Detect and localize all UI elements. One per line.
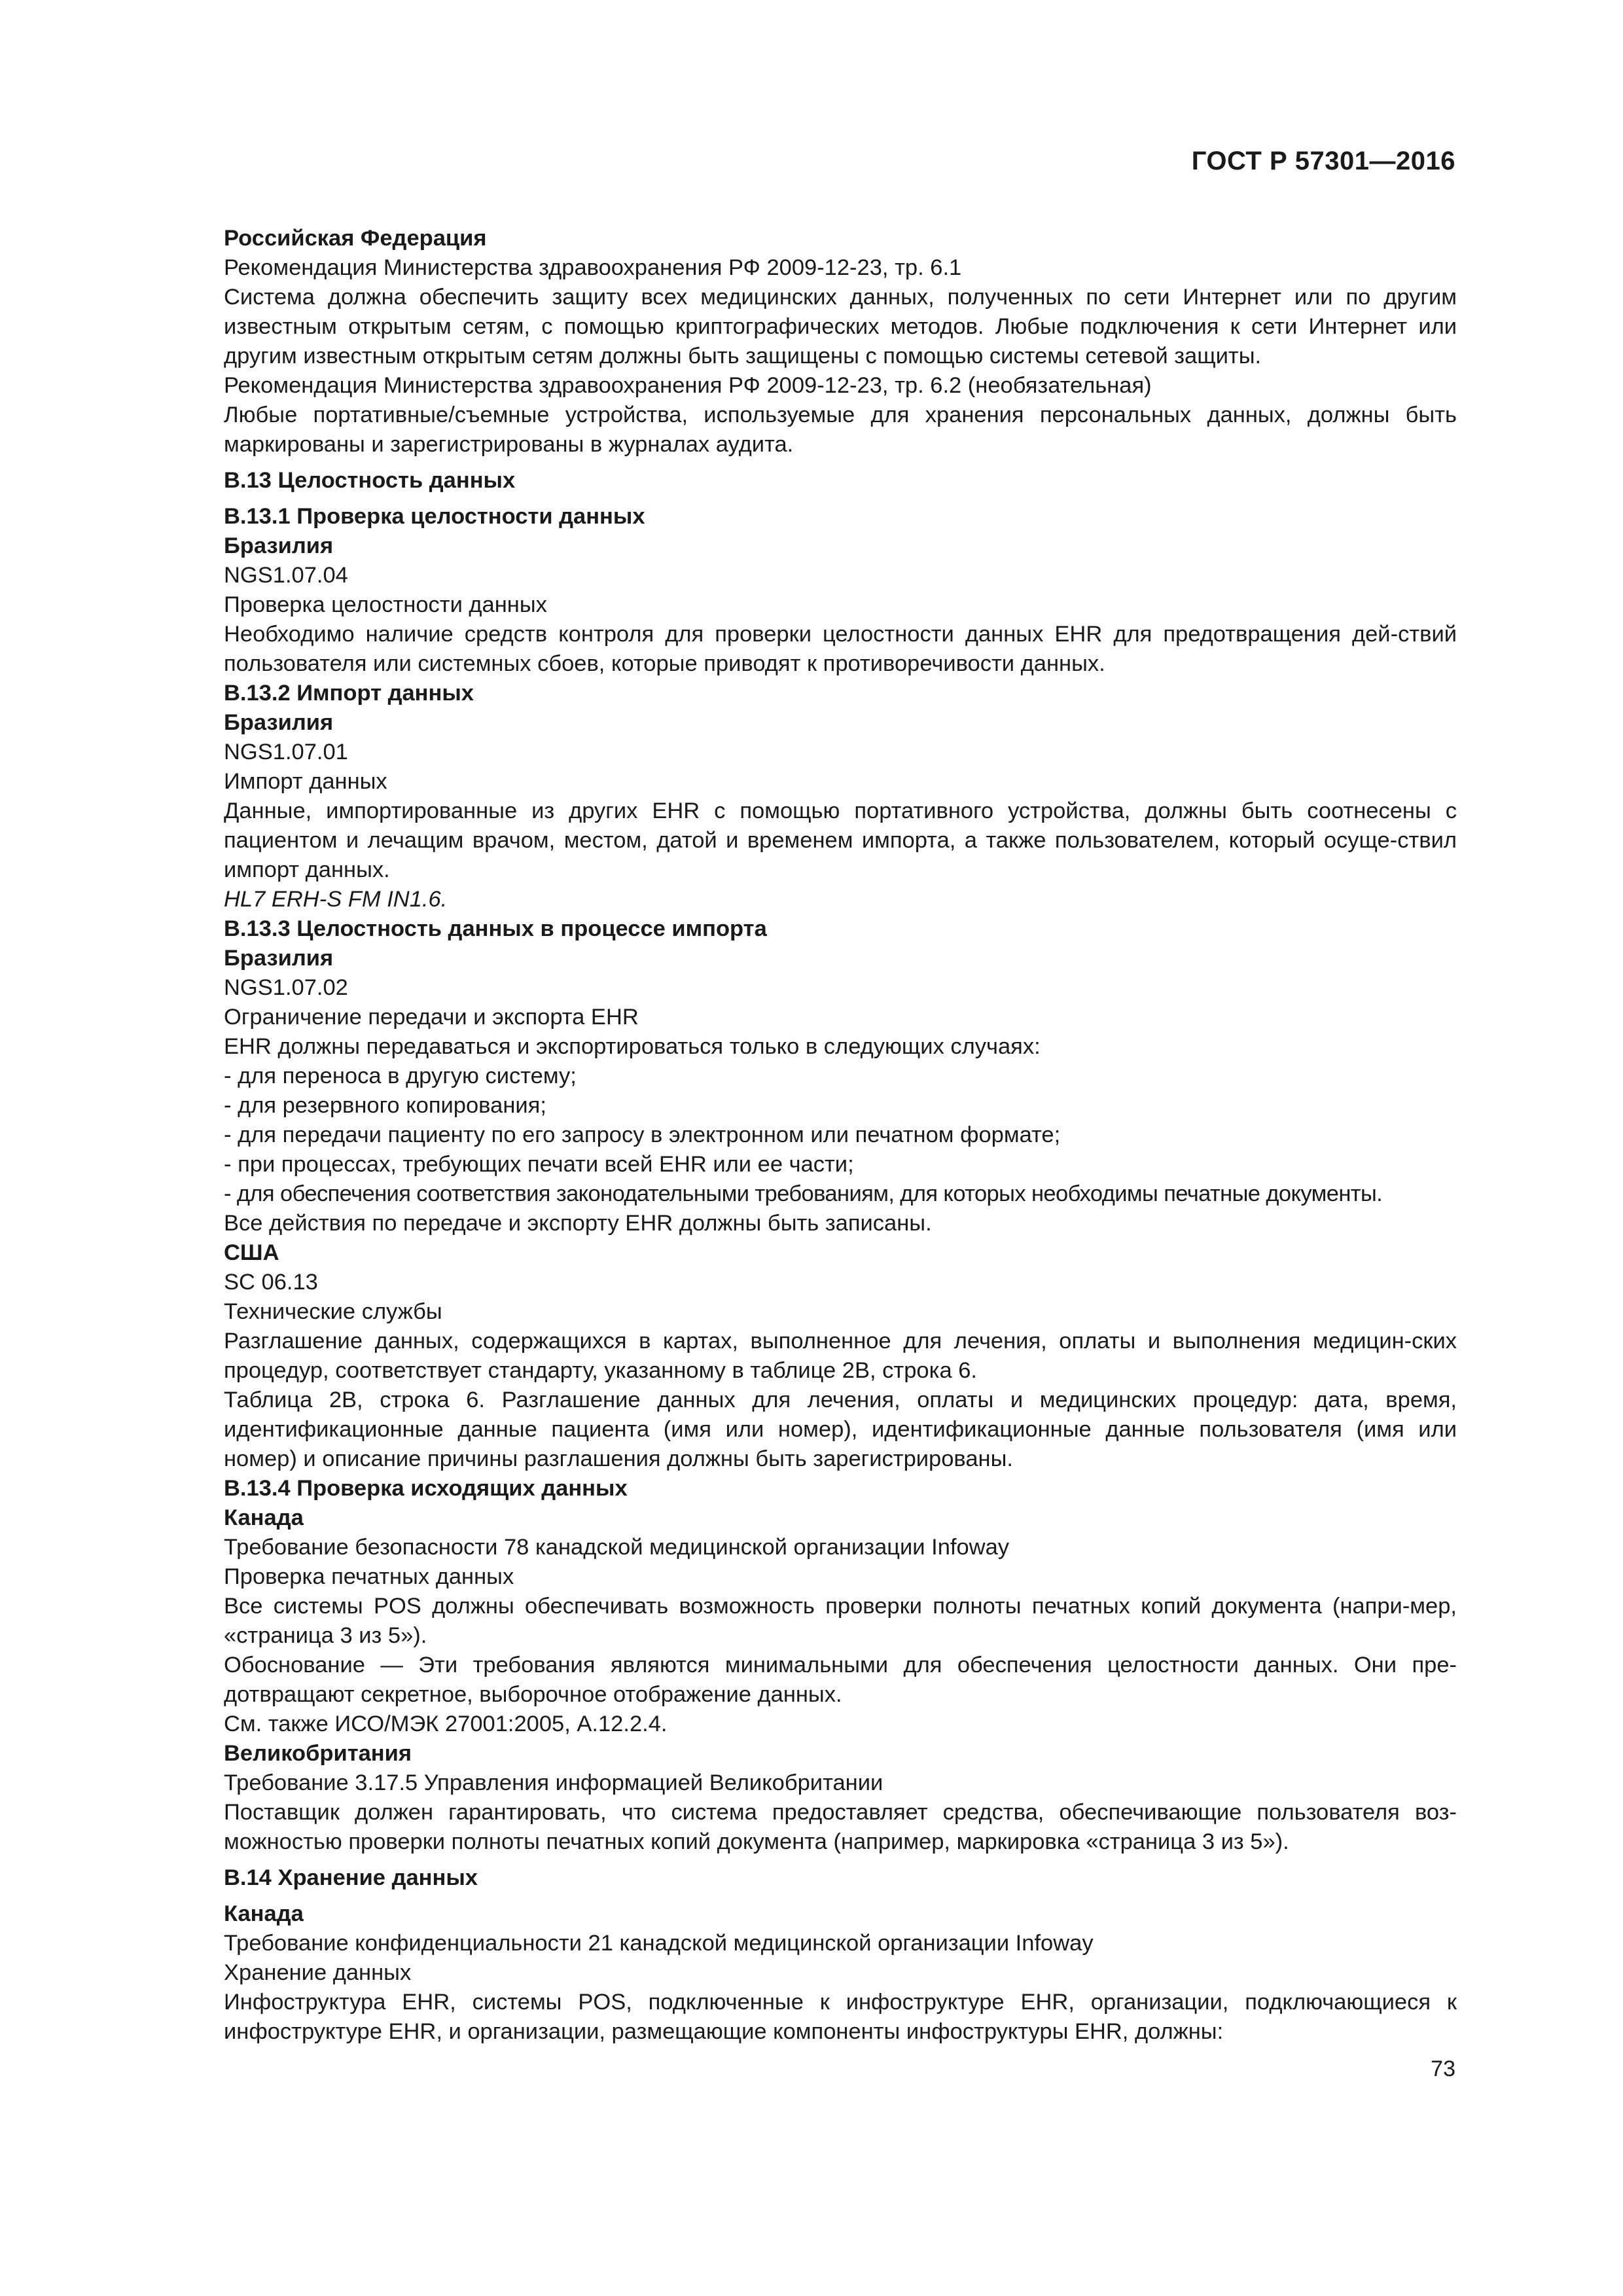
paragraph: NGS1.07.02 [224, 975, 348, 1000]
paragraph: Хранение данных [224, 1960, 412, 1985]
list-item: - при процессах, требующих печати всей EHR или ее части; [224, 1152, 854, 1177]
paragraph: EHR должны передаваться и экспортироваться только в следующих случаях: [224, 1034, 1041, 1059]
paragraph: См. также ИСО/МЭК 27001:2005, А.12.2.4. [224, 1712, 668, 1736]
heading: Бразилия [224, 533, 334, 558]
paragraph: Рекомендация Министерства здравоохранения РФ 2009-12-23, тр. 6.1 [224, 255, 962, 280]
paragraph: Требование 3.17.5 Управления информацией Великобритании [224, 1770, 883, 1795]
paragraph: NGS1.07.04 [224, 563, 348, 588]
section-heading: Канада [224, 1901, 304, 1926]
list-item: - для передачи пациенту по его запросу в электронном или печатном формате; [224, 1122, 1061, 1147]
paragraph: Необходимо наличие средств контроля для проверки целостности данных EHR для предотвращения дей-ствий пользователя или системных сбоев, которые приводят к противоречивости данных. [224, 622, 1457, 676]
paragraph: Система должна обеспечить защиту всех медицинских данных, полученных по сети Интернет или по другим известным открытым сетям, с помощью криптографических методов. Любые подключения к сети Интернет или другим известным открытым сетям должны быть защищены с помощью системы сетевой защиты. [224, 285, 1457, 368]
paragraph: Технические службы [224, 1299, 442, 1324]
section-heading: В.14 Хранение данных [224, 1865, 478, 1890]
heading: В.13.4 Проверка исходящих данных [224, 1476, 628, 1501]
paragraph: Разглашение данных, содержащихся в картах, выполненное для лечения, оплаты и выполнения медицин-ских процедур, соответствует стандарту, указанному в таблице 2В, строка 6. [224, 1329, 1457, 1383]
italic-reference: HL7 ERH-S FM IN1.6. [224, 887, 448, 912]
heading: В.13.2 Импорт данных [224, 681, 474, 706]
page-number: 73 [1431, 2056, 1455, 2081]
paragraph: Инфоструктура EHR, системы POS, подключенные к инфоструктуре EHR, организации, подключающиеся к инфоструктуре EHR, и организации, размещающие компоненты инфоструктуры EHR, должны: [224, 1990, 1457, 2044]
paragraph: Любые портативные/съемные устройства, используемые для хранения персональных данных, должны быть маркированы и зарегистрированы в журналах аудита. [224, 403, 1457, 457]
paragraph: Требование безопасности 78 канадской медицинской организации Infoway [224, 1535, 1010, 1560]
paragraph: Обоснование — Эти требования являются минимальными для обеспечения целостности данных. Они пре-дотвращают секретное, выборочное отображение данных. [224, 1653, 1457, 1707]
paragraph: Требование конфиденциальности 21 канадской медицинской организации Infoway [224, 1931, 1094, 1956]
section-heading: В.13.1 Проверка целостности данных [224, 504, 645, 529]
paragraph: Ограничение передачи и экспорта EHR [224, 1005, 639, 1030]
list-item: - для обеспечения соответствия законодательными требованиям, для которых необходимы печатные документы. [224, 1181, 1383, 1206]
paragraph: Данные, импортированные из других EHR с помощью портативного устройства, должны быть соотнесены с пациентом и лечащим врачом, местом, датой и временем импорта, а также пользователем, который осуще-ствил импорт данных. [224, 798, 1457, 882]
document-body [224, 224, 1457, 2047]
heading: Российская Федерация [224, 226, 487, 251]
paragraph: Проверка целостности данных [224, 592, 547, 617]
heading: США [224, 1240, 279, 1265]
paragraph: Таблица 2В, строка 6. Разглашение данных для лечения, оплаты и медицинских процедур: дата, время, идентификационные данные пациента (имя или номер), идентификационные данные пользователя (имя или номер) и описание причины разглашения должны быть зарегистрированы. [224, 1388, 1457, 1471]
paragraph: Все системы POS должны обеспечивать возможность проверки полноты печатных копий документа (напри-мер, «страница 3 из 5»). [224, 1594, 1457, 1648]
list-item: - для переноса в другую систему; [224, 1064, 577, 1088]
heading: В.13.3 Целостность данных в процессе импорта [224, 916, 767, 941]
paragraph: SC 06.13 [224, 1270, 318, 1295]
section-heading: В.13 Целостность данных [224, 468, 516, 493]
paragraph: Рекомендация Министерства здравоохранения РФ 2009-12-23, тр. 6.2 (необязательная) [224, 373, 1152, 398]
paragraph: Поставщик должен гарантировать, что система предоставляет средства, обеспечивающие пользователя воз-можностью проверки полноты печатных копий документа (например, маркировка «страница 3 из 5»). [224, 1800, 1457, 1854]
paragraph: NGS1.07.01 [224, 740, 348, 764]
paragraph: Проверка печатных данных [224, 1564, 514, 1589]
heading: Бразилия [224, 710, 334, 735]
heading: Канада [224, 1505, 304, 1530]
document-code: ГОСТ Р 57301—2016 [1191, 147, 1455, 175]
list-item: - для резервного копирования; [224, 1093, 546, 1118]
paragraph: Все действия по передаче и экспорту EHR должны быть записаны. [224, 1211, 932, 1236]
heading: Бразилия [224, 946, 334, 971]
heading: Великобритания [224, 1741, 412, 1766]
paragraph: Импорт данных [224, 769, 387, 794]
